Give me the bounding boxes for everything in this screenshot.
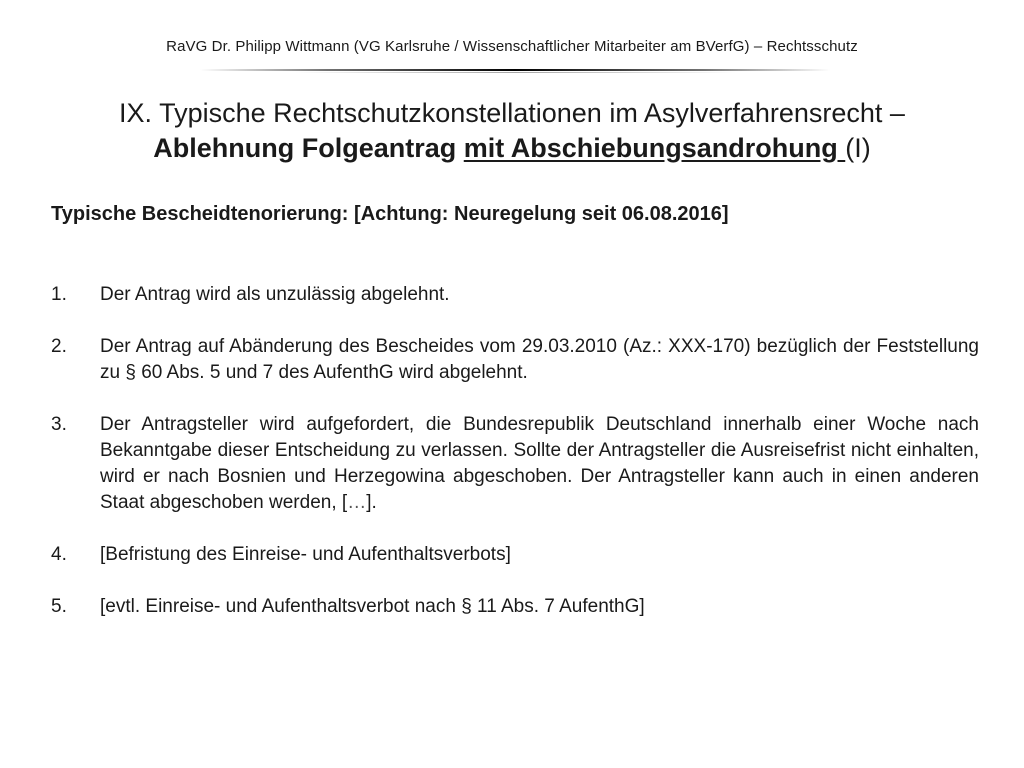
list-item-number: 5. [51, 596, 67, 617]
list-item-text-tail: ]. [366, 492, 377, 513]
slide-header: RaVG Dr. Philipp Wittmann (VG Karlsruhe / Wissenschaftlicher Mitarbeiter am BVerfG) – Rechtsschutz [166, 38, 858, 55]
ellipsis: … [347, 492, 367, 513]
divider-line-sub [295, 72, 736, 73]
list-item-number: 3. [51, 414, 67, 435]
title-line-2 [0, 131, 1024, 166]
list-item [51, 282, 979, 308]
list-item-text: [evtl. Einreise- und Aufenthaltsverbot nach § 11 Abs. 7 AufenthG] [100, 596, 645, 617]
title-bold-part: Ablehnung Folgeantrag [153, 133, 464, 163]
list-item-text: Der Antragsteller wird aufgefordert, die Bundesrepublik Deutschland innerhalb einer Woche nach Bekanntgabe dieser Entscheidung zu verlassen. Sollte der Antragsteller die Ausreisefrist nicht einhalten, wird er nach Bosnien und Herzegowina abgeschoben. Der Antragsteller kann auch in einen anderen Staat abgeschoben werden, [ [100, 414, 979, 513]
list-item-text: [Befristung des Einreise- und Aufenthaltsverbots] [100, 544, 511, 565]
list-item [51, 542, 979, 568]
list-item-number: 2. [51, 336, 67, 357]
tenor-list [51, 282, 979, 646]
list-item [51, 412, 979, 516]
list-item [51, 594, 979, 620]
list-item-text: Der Antrag auf Abänderung des Bescheides vom 29.03.2010 (Az.: XXX-170) bezüglich der Feststellung zu § 60 Abs. 5 und 7 des AufenthG wird abgelehnt. [100, 336, 979, 383]
header-divider [200, 68, 830, 72]
list-item-number: 1. [51, 284, 67, 305]
list-item-text-container [100, 412, 979, 516]
section-subheading: Typische Bescheidtenorierung: [Achtung: Neuregelung seit 06.08.2016] [51, 203, 729, 225]
list-item-text: Der Antrag wird als unzulässig abgelehnt. [100, 284, 450, 305]
title-line-1: IX. Typische Rechtschutzkonstellationen im Asylverfahrensrecht – [119, 98, 905, 128]
title-suffix: (I) [845, 133, 871, 163]
title-underlined-part: mit Abschiebungsandrohung [463, 133, 846, 163]
slide-title [0, 96, 1024, 166]
list-item [51, 334, 979, 386]
list-item-number: 4. [51, 544, 67, 565]
divider-line-main [200, 69, 830, 71]
